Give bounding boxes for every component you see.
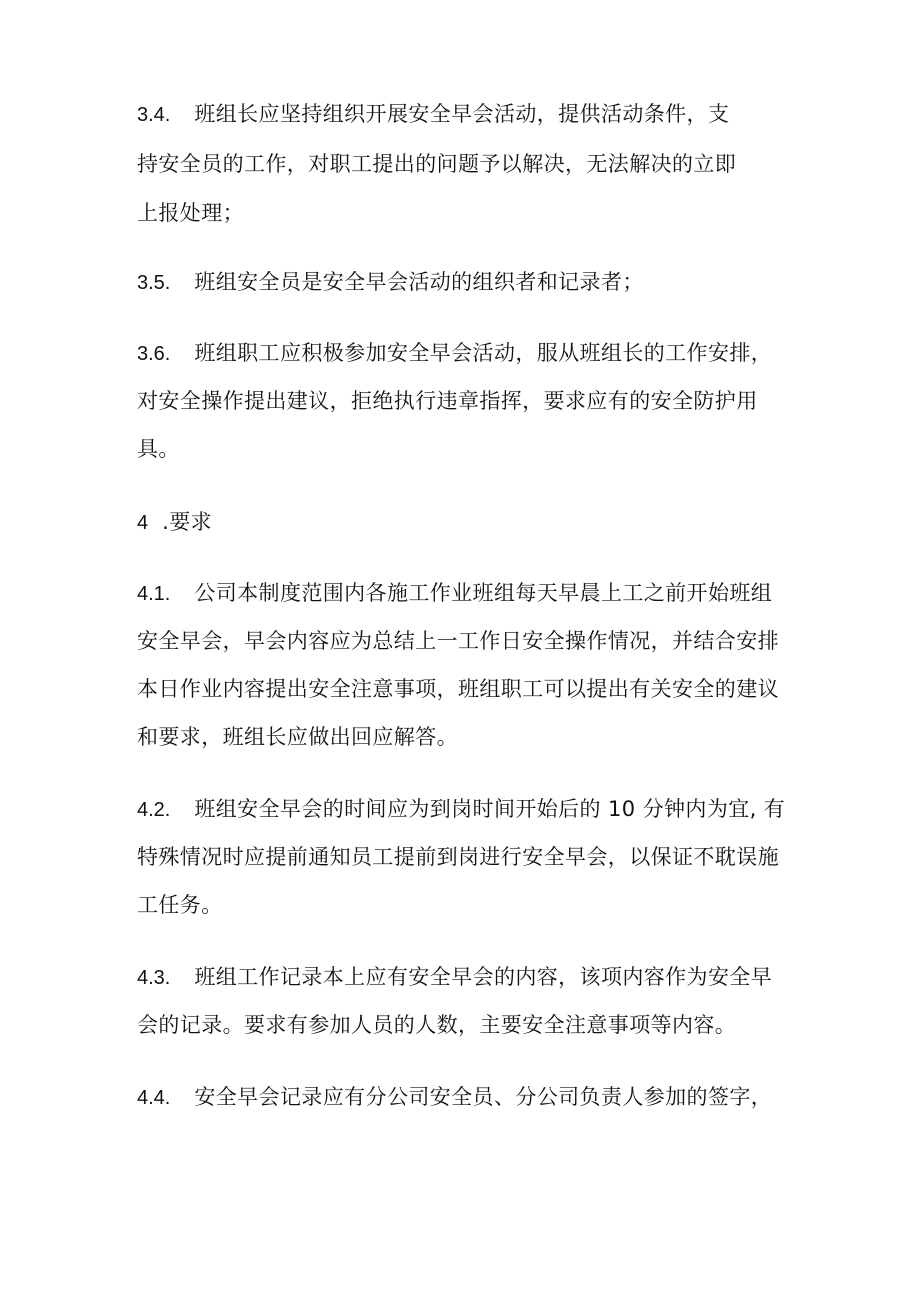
clause-number: 4.4. — [137, 1087, 171, 1109]
clause-3-4-line-2: 持安全员的工作，对职工提出的问题予以解决，无法解决的立即 — [137, 152, 737, 176]
clause-4-2-line-3: 工任务。 — [137, 893, 223, 917]
clause-text: 班组安全员是安全早会活动的组织者和记录者； — [194, 270, 644, 294]
section-number: 4 — [137, 512, 149, 534]
clause-3-4-line-1 — [137, 100, 729, 129]
clause-number: 4.2. — [137, 799, 171, 821]
clause-4-3-line-1 — [137, 963, 772, 992]
clause-number: 4.3. — [137, 967, 171, 989]
clause-text: 班组安全早会的时间应为到岗时间开始后的 10 分钟内为宜, 有 — [194, 797, 786, 821]
clause-number: 3.4. — [137, 104, 171, 126]
clause-4-4-line-1 — [137, 1083, 772, 1112]
clause-3-6-line-3: 具。 — [137, 437, 180, 461]
clause-4-2-line-2: 特殊情况时应提前通知员工提前到岗进行安全早会，以保证不耽误施 — [137, 845, 779, 869]
clause-text: 班组职工应积极参加安全早会活动，服从班组长的工作安排， — [194, 341, 773, 365]
clause-4-1-line-3: 本日作业内容提出安全注意事项，班组职工可以提出有关安全的建议 — [137, 677, 779, 701]
clause-4-3-line-2: 会的记录。要求有参加人员的人数，主要安全注意事项等内容。 — [137, 1013, 737, 1037]
clause-3-4-line-3: 上报处理； — [137, 201, 244, 225]
clause-number: 4.1. — [137, 583, 171, 605]
clause-text: 安全早会记录应有分公司安全员、分公司负责人参加的签字， — [194, 1085, 773, 1109]
clause-4-1-line-1 — [137, 579, 772, 608]
clause-3-5-line-1 — [137, 268, 644, 297]
clause-4-2-line-1 — [137, 795, 785, 824]
clause-4-1-line-2: 安全早会，早会内容应为总结上一工作日安全操作情况，并结合安排 — [137, 629, 779, 653]
clause-text: 公司本制度范围内各施工作业班组每天早晨上工之前开始班组 — [194, 581, 773, 605]
section-title: .要求 — [162, 510, 213, 534]
clause-3-6-line-1 — [137, 339, 772, 368]
clause-4-1-line-4: 和要求，班组长应做出回应解答。 — [137, 725, 458, 749]
clause-number: 3.6. — [137, 343, 171, 365]
section-4-heading — [137, 508, 212, 537]
clause-text: 班组工作记录本上应有安全早会的内容，该项内容作为安全早 — [194, 965, 773, 989]
clause-3-6-line-2: 对安全操作提出建议，拒绝执行违章指挥，要求应有的安全防护用 — [137, 389, 758, 413]
clause-text: 班组长应坚持组织开展安全早会活动，提供活动条件，支 — [194, 102, 730, 126]
clause-number: 3.5. — [137, 272, 171, 294]
